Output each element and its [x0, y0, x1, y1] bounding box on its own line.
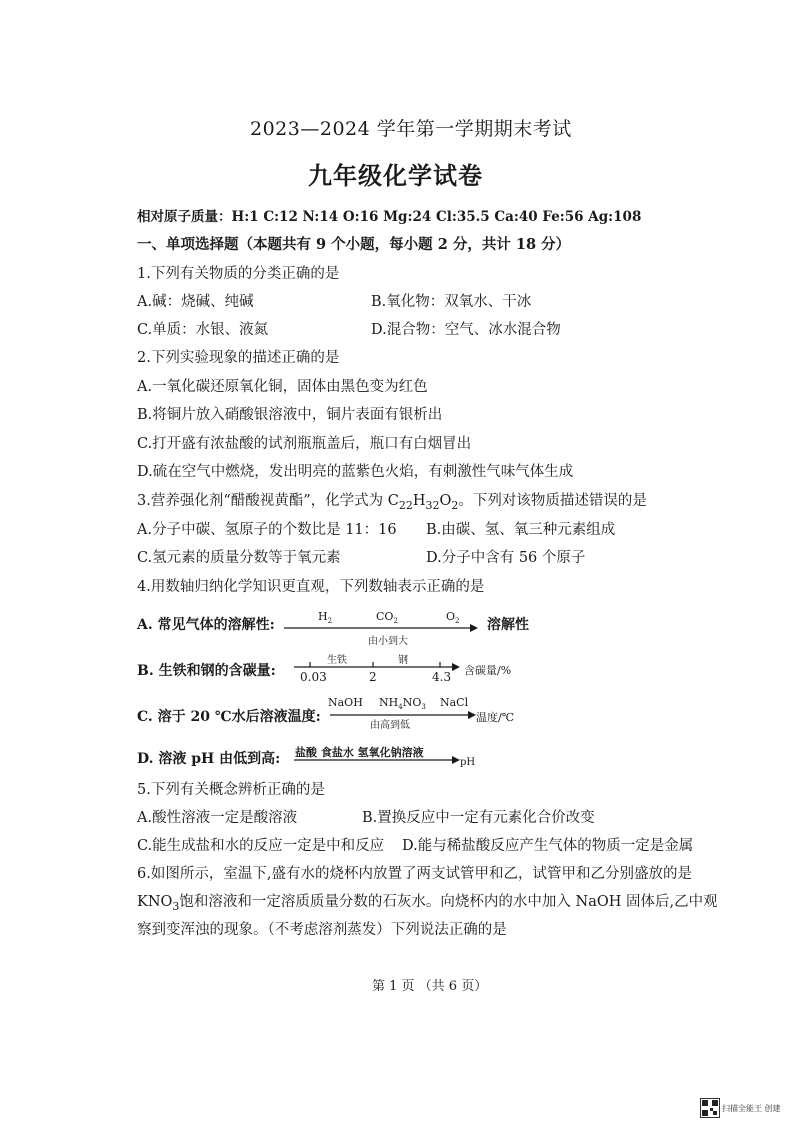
- axis-c-direction: 由高到低: [370, 720, 410, 731]
- question-2-option-d: D.硫在空气中燃烧，发出明亮的蓝紫色火焰，有刺激性气味气体生成: [137, 464, 574, 480]
- question-5-option-d: D.能与稀盐酸反应产生气体的物质一定是金属: [402, 838, 694, 854]
- axis-c-item-nh4no3: $NH_4NO_3$: [379, 696, 426, 712]
- axis-a-end-label: 溶解性: [487, 617, 529, 633]
- axis-c-item-nacl: NaCl: [440, 696, 469, 709]
- question-1-option-c: C.单质：水银、液氮: [137, 322, 269, 338]
- axis-b-tick-4-3: 4.3: [432, 670, 452, 684]
- question-4-option-b-label: B. 生铁和钢的含碳量:: [137, 663, 276, 679]
- axis-d-end-label: pH: [460, 757, 476, 768]
- page-number: 第 1 页 （共 6 页）: [372, 979, 488, 994]
- axis-a-direction: 由小到大: [368, 636, 408, 647]
- question-3-option-c: C.氢元素的质量分数等于氧元素: [137, 550, 341, 566]
- atomic-masses: 相对原子质量：H:1 C:12 N:14 O:16 Mg:24 Cl:35.5 Ca:40 Fe:56 Ag:108: [137, 209, 642, 225]
- axis-b-end-label: 含碳量/%: [464, 664, 512, 677]
- question-1-option-b: B.氧化物：双氧水、干冰: [371, 294, 532, 310]
- question-4-option-a-label: A. 常见气体的溶解性:: [137, 617, 275, 633]
- section-heading: 一、单项选择题（本题共有 9 个小题，每小题 2 分，共计 18 分）: [137, 236, 571, 253]
- question-3-option-a: A.分子中碳、氢原子的个数比是 11：16: [137, 522, 397, 538]
- axis-b-tick-2: 2: [369, 670, 377, 684]
- qr-code-icon: [700, 1098, 720, 1118]
- question-1-option-d: D.混合物：空气、冰水混合物: [371, 322, 561, 338]
- question-1-option-a: A.碱：烧碱、纯碱: [137, 294, 254, 310]
- question-3-option-b: B.由碳、氢、氧三种元素组成: [426, 522, 616, 538]
- axis-b-label-steel: 钢: [398, 655, 408, 666]
- question-2-option-a: A.一氧化碳还原氧化铜，固体由黑色变为红色: [137, 379, 428, 395]
- ph-axis: [292, 752, 462, 768]
- axis-a-item-h2: $H_2$: [318, 610, 333, 626]
- question-3-option-d: D.分子中含有 56 个原子: [426, 550, 586, 566]
- question-5-option-c: C.能生成盐和水的反应一定是中和反应: [137, 838, 385, 854]
- axis-c-item-naoh: NaOH: [328, 696, 363, 709]
- axis-a-item-co2: $CO_2$: [376, 610, 398, 626]
- question-1-stem: 1.下列有关物质的分类正确的是: [137, 266, 340, 282]
- axis-c-end-label: 温度/℃: [476, 711, 515, 724]
- question-2-stem: 2.下列实验现象的描述正确的是: [137, 350, 340, 366]
- scanner-watermark: 扫描全能王 创建: [722, 1104, 781, 1113]
- question-2-option-b: B.将铜片放入硝酸银溶液中，铜片表面有银析出: [137, 407, 443, 423]
- exam-title: 2023—2024 学年第一学期期末考试: [250, 118, 572, 140]
- axis-b-tick-0-03: 0.03: [300, 670, 327, 684]
- question-6-line-3: 察到变浑浊的现象。（不考虑溶剂蒸发）下列说法正确的是: [137, 922, 507, 938]
- question-4-option-c-label: C. 溶于 20 ℃水后溶液温度:: [137, 709, 321, 725]
- axis-a-item-o2: $O_2$: [446, 610, 460, 626]
- question-4-option-d-label: D. 溶液 pH 由低到高:: [137, 751, 281, 767]
- question-2-option-c: C.打开盛有浓盐酸的试剂瓶瓶盖后，瓶口有白烟冒出: [137, 436, 472, 452]
- axis-b-label-pig-iron: 生铁: [327, 655, 347, 666]
- question-6-line-1: 6.如图所示，室温下,盛有水的烧杯内放置了两支试管甲和乙，试管甲和乙分别盛放的是: [137, 866, 692, 882]
- axis-d-items: 盐酸 食盐水 氢氧化钠溶液: [295, 746, 424, 759]
- exam-subtitle: 九年级化学试卷: [308, 161, 483, 190]
- question-5-option-b: B.置换反应中一定有元素化合价改变: [362, 810, 595, 826]
- question-5-option-a: A.酸性溶液一定是酸溶液: [137, 810, 298, 826]
- question-3-stem: 3.营养强化剂“醋酸视黄酯”，化学式为 $C_{22}H_{32}O_2$。下列对该物质描述错误的是: [137, 493, 647, 512]
- question-6-line-2: $KNO_3$饱和溶液和一定溶质质量分数的石灰水。向烧杯内的水中加入 NaOH 固体后,乙中观: [137, 894, 718, 913]
- question-4-stem: 4.用数轴归纳化学知识更直观，下列数轴表示正确的是: [137, 579, 485, 595]
- question-5-stem: 5.下列有关概念辨析正确的是: [137, 782, 325, 798]
